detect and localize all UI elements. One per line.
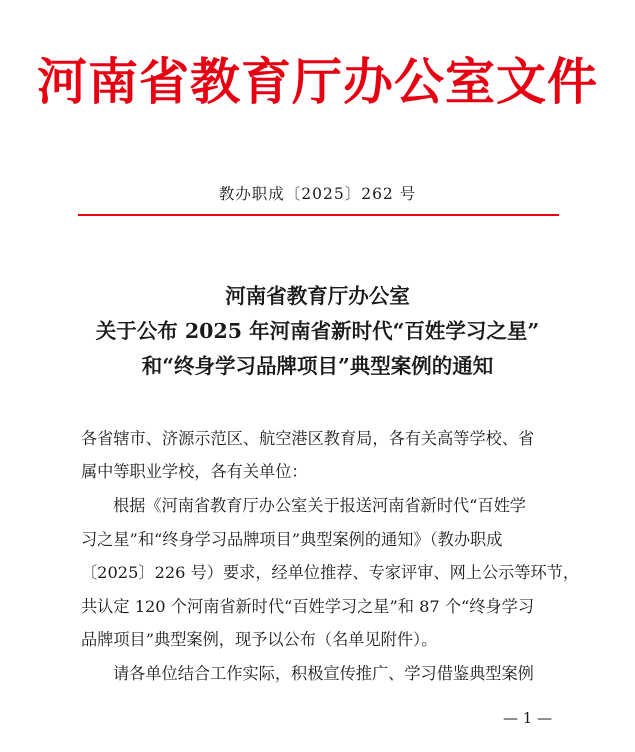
body-paragraph-line: 〔2025〕226 号）要求，经单位推荐、专家评审、网上公示等环节，	[81, 563, 580, 582]
body-paragraph-line: 习之星”和“终身学习品牌项目”典型案例的通知》（教办职成	[81, 530, 503, 549]
notice-title-line-1: 河南省教育厅办公室	[225, 284, 410, 308]
issuer-header: 河南省教育厅办公室文件	[37, 52, 598, 111]
body-paragraph-line: 请各单位结合工作实际，积极宣传推广、学习借鉴典型案例	[113, 664, 534, 683]
body-paragraph-line: 品牌项目”典型案例，现予以公布（名单见附件）。	[81, 630, 438, 649]
recipients-line-2: 属中等职业学校，各有关单位：	[81, 462, 308, 481]
body-paragraph-line: 共认定 120 个河南省新时代“百姓学习之星”和 87 个“终身学习	[81, 597, 535, 616]
document-number: 教办职成〔2025〕262 号	[218, 185, 417, 203]
notice-title-line-2: 关于公布 2025 年河南省新时代“百姓学习之星”	[95, 319, 540, 343]
recipients-line-1: 各省辖市、济源示范区、航空港区教育局，各有关高等学校、省	[81, 429, 535, 448]
body-paragraph-line: 根据《河南省教育厅办公室关于报送河南省新时代“百姓学	[113, 496, 526, 515]
red-separator-line	[78, 214, 559, 216]
notice-title-line-3: 和“终身学习品牌项目”典型案例的通知	[141, 354, 494, 378]
page-number: — 1 —	[503, 709, 553, 727]
